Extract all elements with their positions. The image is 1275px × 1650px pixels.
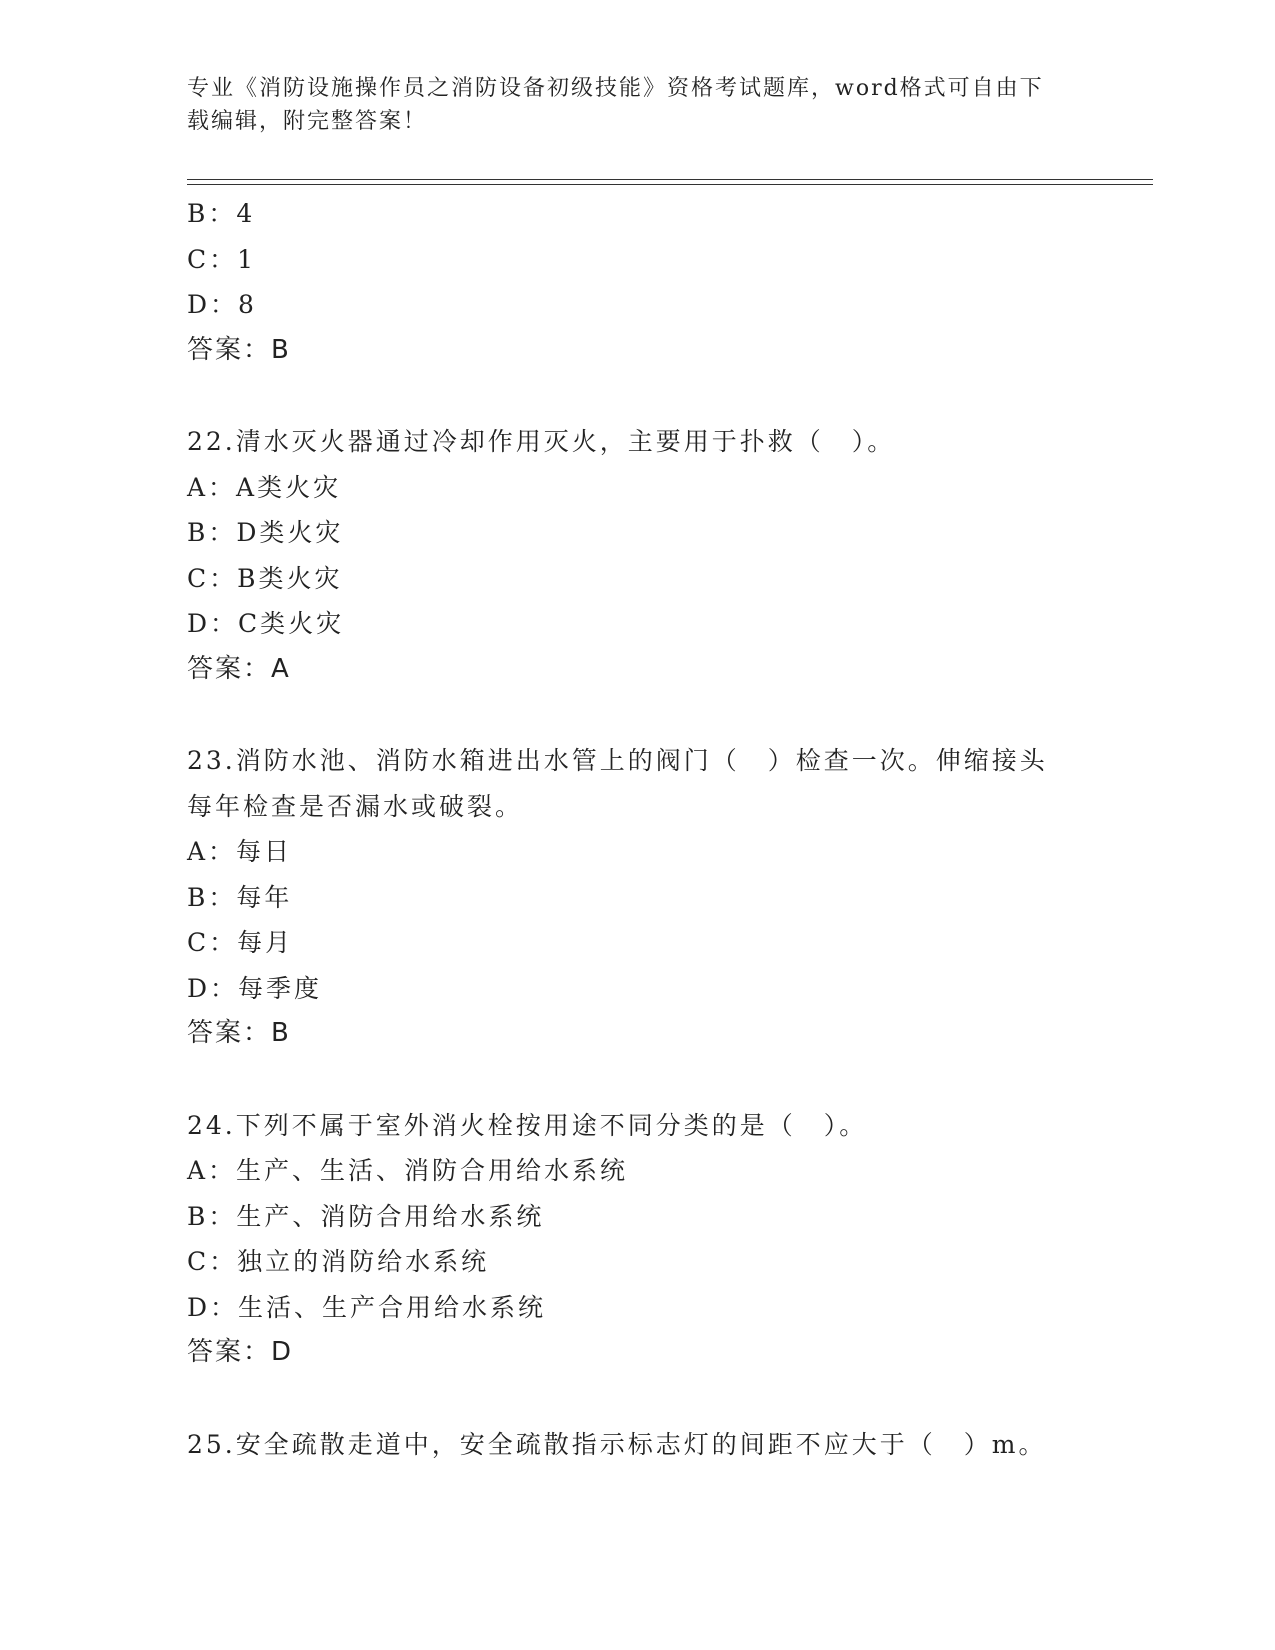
option-a: A：A类火灾 — [187, 472, 342, 502]
answer-line: 答案：B — [187, 1018, 291, 1048]
option-a: A：每日 — [187, 837, 293, 866]
option-d: D：生活、生产合用给水系统 — [187, 1292, 547, 1322]
option-c: C：每月 — [187, 928, 294, 957]
partial-question — [187, 191, 1087, 373]
option-d: D：8 — [187, 290, 257, 319]
option-d: D：C类火灾 — [187, 609, 345, 638]
option-c: C：B类火灾 — [187, 563, 343, 593]
document-header: 专业《消防设施操作员之消防设备初级技能》资格考试题库，word格式可自由下载编辑，附完整答案！ — [187, 76, 1044, 134]
option-d: D：每季度 — [187, 973, 323, 1003]
option-b: B：4 — [187, 199, 256, 228]
question-25 — [187, 1422, 1087, 1468]
question-23 — [187, 738, 1087, 1057]
option-b: B：生产、消防合用给水系统 — [187, 1201, 545, 1231]
question-24 — [187, 1103, 1087, 1376]
header-rule-top — [187, 179, 1153, 180]
question-text: 24.下列不属于室外消火栓按用途不同分类的是（ ）。 — [187, 1110, 868, 1140]
header-rule-bottom — [187, 184, 1153, 185]
option-a: A：生产、生活、消防合用给水系统 — [187, 1156, 629, 1185]
answer-line: 答案：D — [187, 1337, 294, 1367]
option-b: B：每年 — [187, 882, 293, 912]
question-text: 23.消防水池、消防水箱进出水管上的阀门（ ）检查一次。伸缩接头每年检查是否漏水或破裂。 — [187, 746, 1048, 821]
question-text: 22.清水灭火器通过冷却作用灭火，主要用于扑救（ ）。 — [187, 427, 896, 456]
option-b: B：D类火灾 — [187, 518, 344, 547]
question-list — [187, 191, 1087, 1467]
option-c: C：1 — [187, 244, 257, 274]
question-text: 25.安全疏散走道中，安全疏散指示标志灯的间距不应大于（ ）m。 — [187, 1429, 1047, 1459]
answer-line: 答案：A — [187, 653, 291, 684]
answer-line: 答案：B — [187, 334, 291, 365]
question-22 — [187, 419, 1087, 692]
option-c: C：独立的消防给水系统 — [187, 1247, 490, 1276]
